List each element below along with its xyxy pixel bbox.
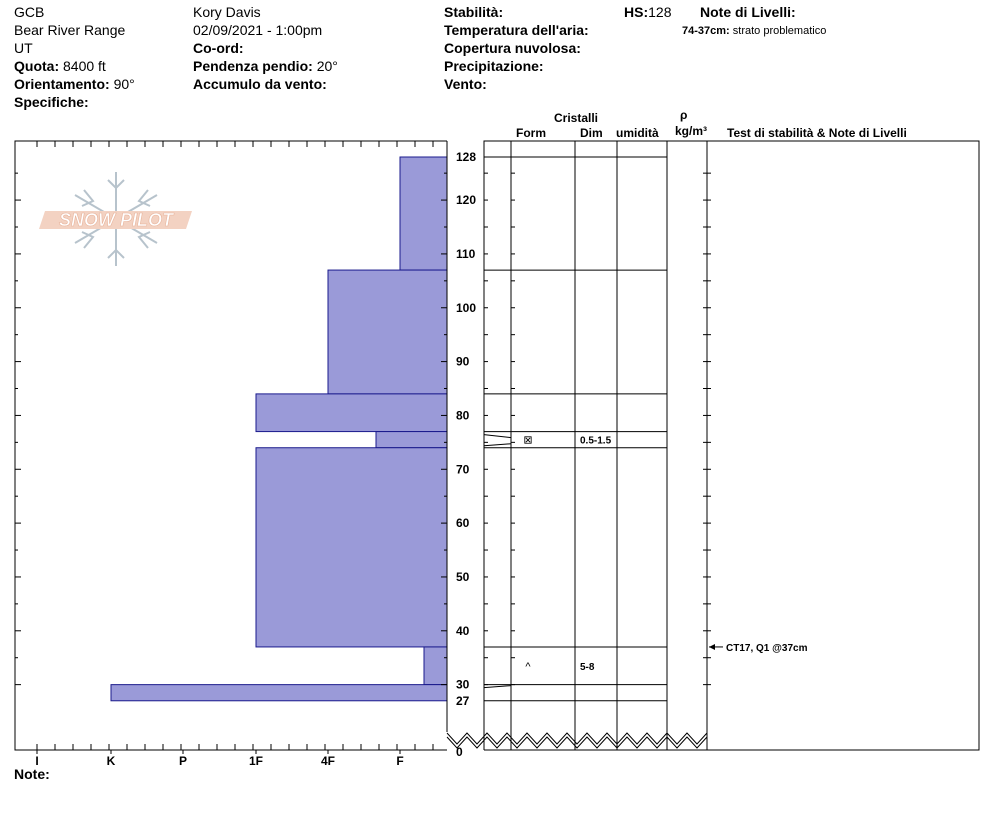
moisture-header: umidità xyxy=(616,126,659,140)
depth-label-70: 70 xyxy=(456,462,470,477)
hs-label: HS: xyxy=(624,4,649,20)
depth-label-60: 60 xyxy=(456,516,470,531)
crystal-form-icon-0: ⊠ xyxy=(523,434,533,447)
hardness-label-I: I xyxy=(35,754,39,768)
cloud-cover-label: Copertura nuvolosa: xyxy=(444,40,581,56)
depth-label-120: 120 xyxy=(456,193,477,208)
depth-label-50: 50 xyxy=(456,569,470,584)
wind-loading-label: Accumulo da vento: xyxy=(193,76,327,92)
layer-note-range: 74-37cm: xyxy=(682,25,730,37)
notes-label: Note: xyxy=(14,766,50,782)
hardness-label-4F: 4F xyxy=(320,754,336,768)
layer-connector xyxy=(484,435,511,438)
crystal-size-0: 0.5-1.5 xyxy=(580,435,612,447)
hardness-label-F: F xyxy=(396,754,404,768)
elevation-label: Quota: xyxy=(14,58,60,74)
hardness-bar-3 xyxy=(376,432,447,448)
logo-text: SNOW PILOT xyxy=(59,210,173,230)
arrow-icon xyxy=(709,644,715,650)
depth-label-0: 0 xyxy=(456,745,463,759)
wind-label: Vento: xyxy=(444,76,487,92)
observer: Kory Davis xyxy=(193,4,261,20)
slope-value: 20° xyxy=(316,58,338,74)
stability-notes-header: Test di stabilità & Note di Livelli xyxy=(727,126,907,140)
form-header: Form xyxy=(516,126,546,140)
layer-connector xyxy=(484,686,511,688)
precipitation-label: Precipitazione: xyxy=(444,58,544,74)
depth-label-128: 128 xyxy=(456,150,477,164)
density-unit-header: kg/m³ xyxy=(675,124,708,138)
datetime: 02/09/2021 - 1:00pm xyxy=(193,22,323,38)
hardness-bar-6 xyxy=(111,685,447,701)
stability-label: Stabilità: xyxy=(444,4,504,20)
hardness-bar-0 xyxy=(400,157,447,270)
axis-break-lower xyxy=(447,737,707,748)
elevation-value: 8400 ft xyxy=(63,58,106,74)
hardness-label-1F: 1F xyxy=(248,754,264,768)
hardness-bar-2 xyxy=(256,394,447,432)
coordinates-label: Co-ord: xyxy=(193,40,244,56)
depth-label-110: 110 xyxy=(456,246,476,261)
depth-label-100: 100 xyxy=(456,300,477,315)
snowpilot-logo xyxy=(39,172,192,266)
crystal-size-1: 5-8 xyxy=(580,661,595,673)
depth-label-27: 27 xyxy=(456,693,470,708)
rho-header: ρ xyxy=(680,108,688,122)
air-temperature-label: Temperatura dell'aria: xyxy=(444,22,589,38)
hardness-bar-1 xyxy=(328,270,447,394)
hardness-label-P: P xyxy=(178,754,188,768)
hardness-bar-4 xyxy=(256,448,447,647)
hs-value: 128 xyxy=(648,4,672,20)
aspect-label: Orientamento: xyxy=(14,76,110,92)
layer-note-text: strato problematico xyxy=(732,25,827,37)
organization: GCB xyxy=(14,4,45,20)
depth-label-30: 30 xyxy=(456,677,470,692)
depth-label-80: 80 xyxy=(456,408,470,423)
layer-notes-label: Note di Livelli: xyxy=(700,4,796,20)
state: UT xyxy=(14,40,33,56)
crystal-form-icon-1: ^ xyxy=(525,660,531,673)
dim-header: Dim xyxy=(580,126,603,140)
hardness-bar-5 xyxy=(424,647,447,685)
layer-table-frame xyxy=(484,141,979,750)
slope-label: Pendenza pendio: xyxy=(193,58,313,74)
specifics-label: Specifiche: xyxy=(14,94,89,110)
stability-test-0: CT17, Q1 @37cm xyxy=(726,642,808,654)
mountain-range: Bear River Range xyxy=(14,22,126,38)
depth-label-40: 40 xyxy=(456,623,470,638)
aspect-value: 90° xyxy=(113,76,135,92)
crystals-header: Cristalli xyxy=(554,111,599,125)
hardness-label-K: K xyxy=(106,754,116,768)
depth-label-90: 90 xyxy=(456,354,470,369)
layer-connector xyxy=(484,444,511,446)
